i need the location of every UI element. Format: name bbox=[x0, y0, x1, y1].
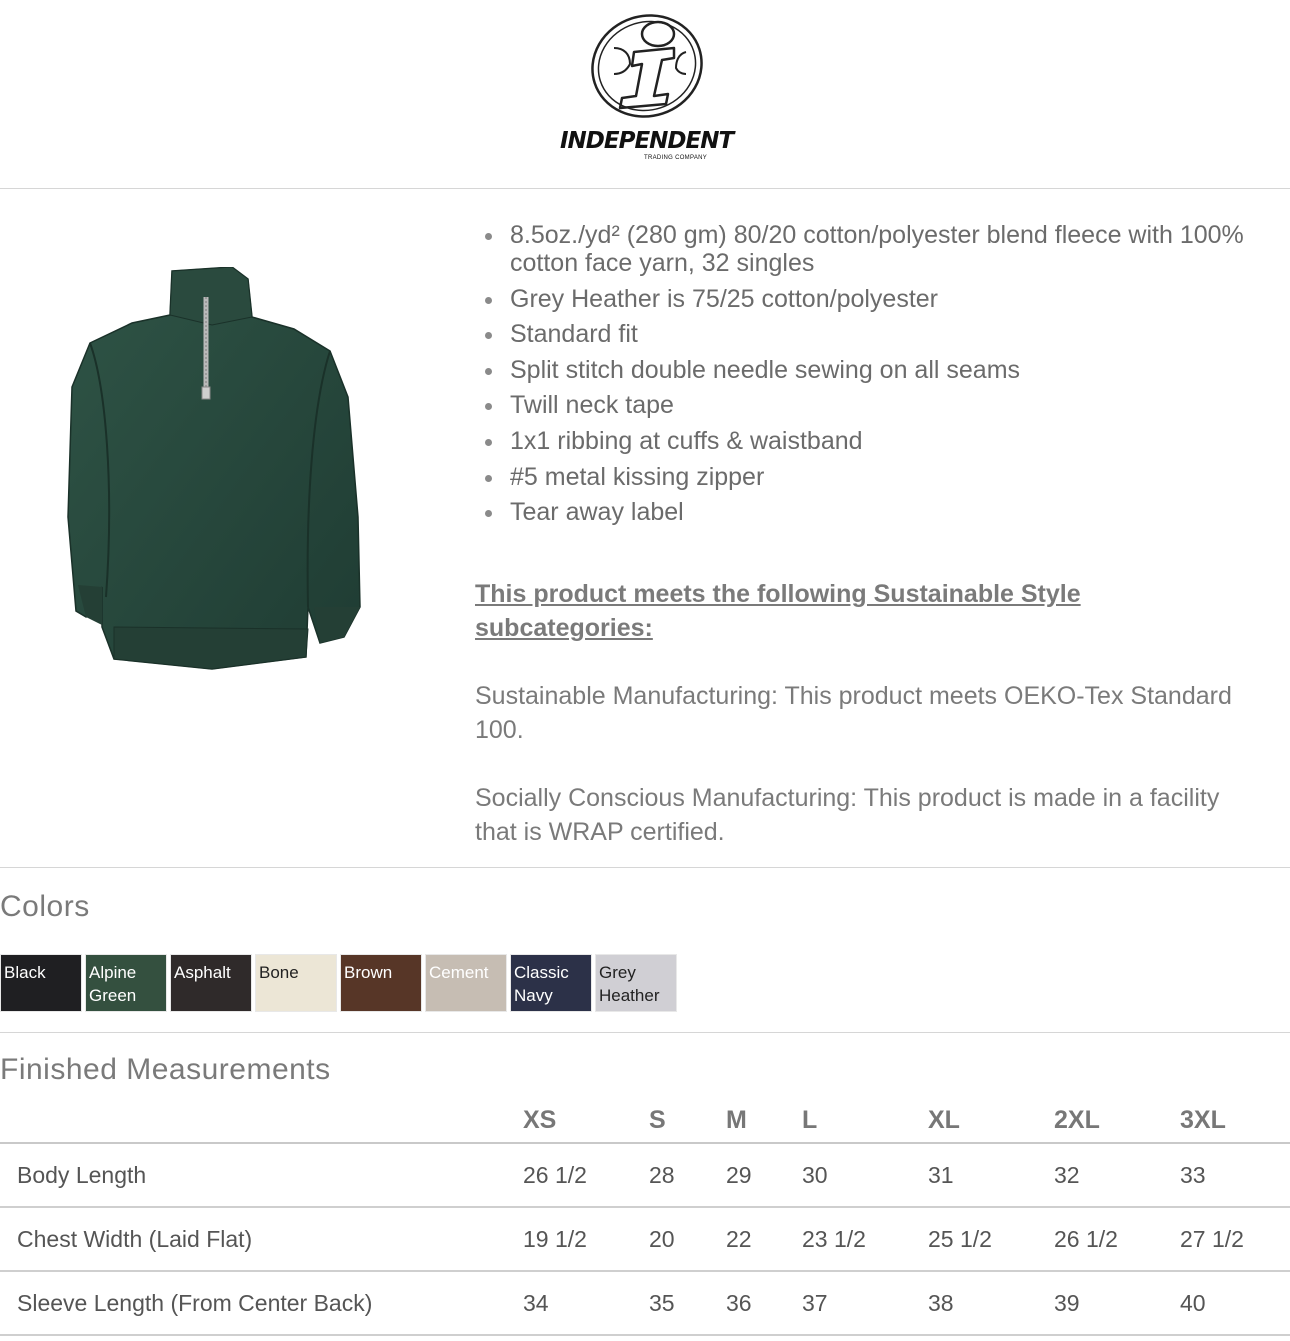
feature-item: Split stitch double needle sewing on all seams bbox=[510, 356, 1270, 384]
table-row bbox=[0, 1271, 1290, 1335]
measurement-value: 32 bbox=[1054, 1143, 1180, 1207]
colors-heading: Colors bbox=[0, 890, 90, 923]
brand-name: INDEPENDENT bbox=[560, 128, 734, 154]
table-row bbox=[0, 1143, 1290, 1207]
measurement-value: 33 bbox=[1180, 1143, 1290, 1207]
measurement-value: 30 bbox=[802, 1143, 928, 1207]
measurement-value: 25 1/2 bbox=[928, 1207, 1054, 1271]
color-swatch[interactable]: Asphalt bbox=[170, 954, 252, 1012]
size-header: XS bbox=[523, 1098, 649, 1143]
size-header: 2XL bbox=[1054, 1098, 1180, 1143]
measurement-value: 23 1/2 bbox=[802, 1207, 928, 1271]
size-header: 3XL bbox=[1180, 1098, 1290, 1143]
measurement-value: 19 1/2 bbox=[523, 1207, 649, 1271]
feature-item: Standard fit bbox=[510, 320, 1270, 348]
size-header-row bbox=[0, 1098, 1290, 1143]
feature-item: 8.5oz./yd² (280 gm) 80/20 cotton/polyester blend fleece with 100% cotton face yarn, 32 singles bbox=[510, 221, 1270, 277]
color-swatch[interactable]: Black bbox=[0, 954, 82, 1012]
brand-tagline: TRADING COMPANY bbox=[644, 155, 708, 161]
measurement-value: 38 bbox=[928, 1271, 1054, 1335]
color-swatch[interactable]: Alpine Green bbox=[85, 954, 167, 1012]
independent-logo-mark-icon bbox=[590, 8, 706, 120]
measurement-value: 39 bbox=[1054, 1271, 1180, 1335]
measurement-value: 26 1/2 bbox=[523, 1143, 649, 1207]
measurements-table bbox=[0, 1098, 1290, 1336]
measurement-value: 28 bbox=[649, 1143, 726, 1207]
measurement-label: Sleeve Length (From Center Back) bbox=[0, 1271, 523, 1335]
measurement-value: 26 1/2 bbox=[1054, 1207, 1180, 1271]
feature-item: Tear away label bbox=[510, 498, 1270, 526]
size-header: S bbox=[649, 1098, 726, 1143]
sustainable-style-heading[interactable]: This product meets the following Sustainable Style subcategories: bbox=[475, 580, 1081, 642]
product-section bbox=[0, 189, 1290, 868]
blank-header-cell bbox=[0, 1098, 523, 1143]
measurement-label: Body Length bbox=[0, 1143, 523, 1207]
measurement-value: 22 bbox=[726, 1207, 802, 1271]
brand-header bbox=[0, 0, 1290, 189]
size-header: XL bbox=[928, 1098, 1054, 1143]
feature-list bbox=[478, 221, 1270, 534]
brand-logo[interactable] bbox=[560, 8, 734, 168]
colors-section bbox=[0, 868, 1290, 1033]
feature-item: #5 metal kissing zipper bbox=[510, 463, 1270, 491]
measurement-value: 36 bbox=[726, 1271, 802, 1335]
measurement-value: 37 bbox=[802, 1271, 928, 1335]
product-image bbox=[62, 267, 362, 672]
sustainable-manufacturing-text: Sustainable Manufacturing: This product meets OEKO-Tex Standard 100. bbox=[475, 682, 1232, 744]
measurement-value: 40 bbox=[1180, 1271, 1290, 1335]
socially-conscious-text: Socially Conscious Manufacturing: This product is made in a facility that is WRAP certified. bbox=[475, 784, 1220, 846]
measurement-label: Chest Width (Laid Flat) bbox=[0, 1207, 523, 1271]
table-row bbox=[0, 1207, 1290, 1271]
color-swatch[interactable]: Grey Heather bbox=[595, 954, 677, 1012]
color-swatch[interactable]: Brown bbox=[340, 954, 422, 1012]
color-swatch[interactable]: Cement bbox=[425, 954, 507, 1012]
color-swatch[interactable]: Classic Navy bbox=[510, 954, 592, 1012]
feature-item: 1x1 ribbing at cuffs & waistband bbox=[510, 427, 1270, 455]
measurement-value: 29 bbox=[726, 1143, 802, 1207]
measurement-value: 27 1/2 bbox=[1180, 1207, 1290, 1271]
measurement-value: 20 bbox=[649, 1207, 726, 1271]
feature-item: Twill neck tape bbox=[510, 391, 1270, 419]
measurement-value: 34 bbox=[523, 1271, 649, 1335]
measurement-value: 31 bbox=[928, 1143, 1054, 1207]
color-swatch[interactable]: Bone bbox=[255, 954, 337, 1012]
measurement-value: 35 bbox=[649, 1271, 726, 1335]
feature-item: Grey Heather is 75/25 cotton/polyester bbox=[510, 285, 1270, 313]
measurements-heading: Finished Measurements bbox=[0, 1053, 331, 1086]
size-header: M bbox=[726, 1098, 802, 1143]
size-header: L bbox=[802, 1098, 928, 1143]
